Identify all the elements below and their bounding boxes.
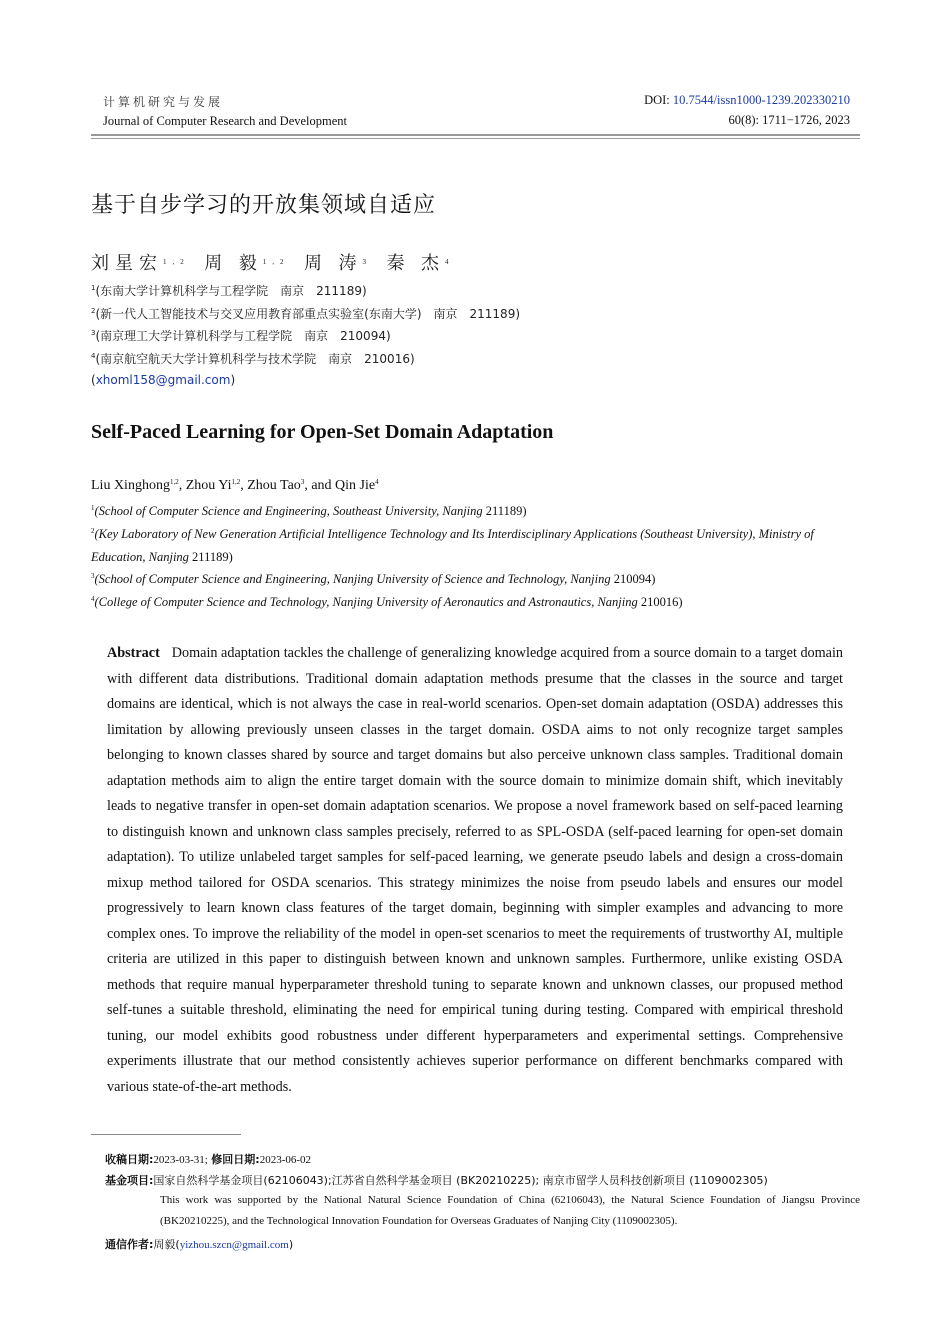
- affiliation-cn-2: $^2$(新一代人工智能技术与交叉应用教育部重点实验室(东南大学) 南京 211189): [91, 307, 521, 321]
- abstract: [107, 641, 843, 1100]
- author-cn-3: 周 涛$^3$: [304, 253, 372, 273]
- volume-info: 60(8): 1711−1726, 2023: [728, 113, 850, 127]
- footnote-fund-en: This work was supported by the National Natural Science Foundation of China (62106043), the Natural Science Foundation of Jiangsu Province (BK20210225), and the Technological Innovation Foundation for Overseas Graduates of Nanjing City (1109002305).: [160, 1194, 860, 1227]
- author-en-2: Zhou Yi$^{1,2}$: [185, 478, 241, 493]
- affiliation-cn-4: $^4$(南京航空航天大学计算机科学与技术学院 南京 210016): [91, 352, 415, 366]
- email-link-cn[interactable]: xhoml158@gmail.com: [95, 373, 231, 387]
- email-cn: (xhoml158@gmail.com): [91, 373, 236, 387]
- abstract-text: Domain adaptation tackles the challenge of generalizing knowledge acquired from a source domain to a target domain with different data distributions. Traditional domain adaptation methods presume that the classes in the source and target domains are identical, which is not always the case in real-world scenarios. Open-set domain adaptation (OSDA) addresses this limitation by allowing previously unseen classes in the target domain. OSDA aims to not only recognize target samples belonging to known classes shared by source and target domains but also perceive unknown class samples. Traditional domain adaptation methods aim to align the entire target domain with the source domain to minimize domain shift, which inevitably leads to negative transfer in open-set domain adaptation scenarios. We propose a novel framework based on self-paced learning to distinguish known and unknown class samples precisely, referred to as SPL-OSDA (self-paced learning for open-set domain adaptation). To utilize unlabeled target samples for self-paced learning, we generate pseudo labels and design a cross-domain mixup method tailored for OSDA scenarios. This strategy minimizes the noise from pseudo labels and ensures our model progressively to learn known class features of the target domain, beginning with simpler examples and advancing to more complex ones. To improve the reliability of the model in open-set scenarios to meet the requirements of trustworthy AI, multiple criteria are utilized in this paper to distinguish between known and unknown samples. Furthermore, unlike existing OSDA methods that require manual hyperparameter threshold tuning to separate known and unknown classes, our propused method self-tunes a suitable threshold, eliminating the need for empirical tuning during testing. Compared with empirical threshold tuning, our model exhibits good robustness under different hyperparameters and experimental settings. Comprehensive experiments illustrate that our method consistently achieves superior performance on different benchmarks compared with various state-of-the-art methods.: [107, 645, 843, 1095]
- journal-name-cn: 计算机研究与发展: [103, 95, 224, 109]
- doi-label: DOI:: [644, 93, 673, 107]
- footnote-dates: 收稿日期:2023-03-31; 修回日期:2023-06-02: [105, 1153, 312, 1166]
- affiliation-en-2: $^2$(Key Laboratory of New Generation Artificial Intelligence Technology and Its Interdisciplinary Applications (Southeast University), Ministry of Education, Nanjing 211189): [91, 527, 814, 564]
- footnote-rule: [91, 1134, 241, 1135]
- author-cn-1: 刘星宏$^{1,2}$: [91, 253, 190, 273]
- abstract-label: Abstract: [107, 645, 160, 661]
- author-en-1: Liu Xinghong$^{1,2}$: [91, 478, 179, 493]
- author-en-4: Qin Jie$^4$: [335, 478, 379, 493]
- author-en-3: Zhou Tao$^3$: [247, 478, 305, 493]
- author-cn-4: 秦 杰$^4$: [386, 253, 455, 273]
- authors-en: Liu Xinghong$^{1,2}$, Zhou Yi$^{1,2}$, Zhou Tao$^3$, and Qin Jie$^4$: [91, 478, 379, 493]
- corresponding-email-link[interactable]: yizhou.szcn@gmail.com: [179, 1239, 289, 1251]
- doi: [644, 93, 850, 108]
- affiliation-en-1: $^1$(School of Computer Science and Engineering, Southeast University, Nanjing 211189): [91, 504, 527, 518]
- header-rule-thin: [91, 138, 860, 139]
- header-rule-thick: [91, 134, 860, 136]
- doi-link[interactable]: 10.7544/issn1000-1239.202330210: [672, 93, 850, 107]
- affiliation-cn-3: $^3$(南京理工大学计算机科学与工程学院 南京 210094): [91, 329, 391, 343]
- paper-title-en: Self-Paced Learning for Open-Set Domain Adaptation: [91, 421, 554, 443]
- affiliation-en-4: $^4$(College of Computer Science and Technology, Nanjing University of Aeronautics and Astronautics, Nanjing 210016): [91, 595, 683, 609]
- journal-name-en: Journal of Computer Research and Development: [103, 114, 348, 128]
- footnote-fund-cn: 基金项目:国家自然科学基金项目(62106043);江苏省自然科学基金项目 (BK20210225); 南京市留学人员科技创新项目 (1109002305): [105, 1174, 768, 1187]
- affiliation-cn-1: $^1$(东南大学计算机科学与工程学院 南京 211189): [91, 284, 367, 298]
- paper-title-cn: 基于自步学习的开放集领域自适应: [91, 193, 437, 218]
- authors-cn: [91, 249, 465, 275]
- footnote-corresponding: 通信作者:周毅(yizhou.szcn@gmail.com): [105, 1238, 294, 1251]
- author-cn-2: 周 毅$^{1,2}$: [204, 253, 290, 273]
- affiliation-en-3: $^3$(School of Computer Science and Engineering, Nanjing University of Science and Technology, Nanjing 210094): [91, 572, 656, 586]
